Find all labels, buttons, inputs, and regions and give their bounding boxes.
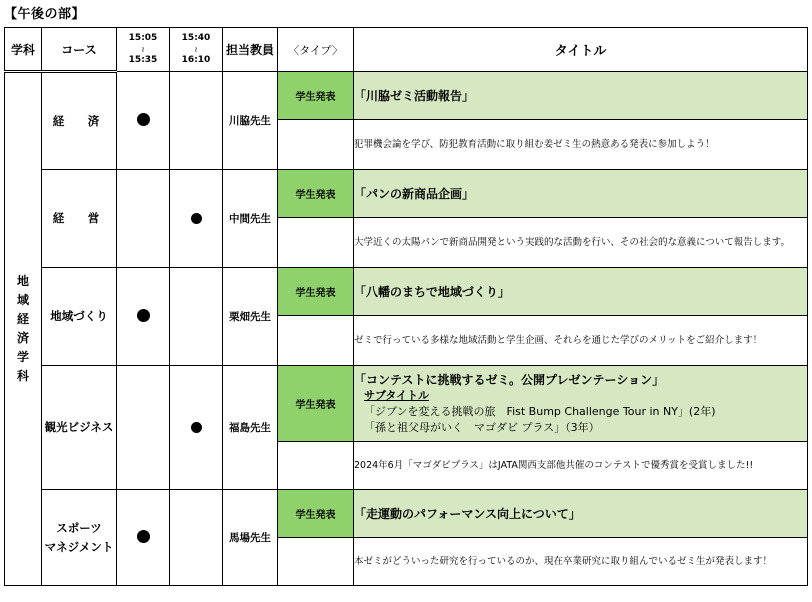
slot2-mark — [170, 170, 223, 268]
dot-icon — [191, 213, 202, 224]
slot1-mark — [117, 268, 170, 366]
type-blank — [278, 218, 354, 268]
subtitle-label: サブタイトル — [364, 388, 430, 402]
slot1-end: 15:35 — [128, 55, 158, 65]
header-type: 〈タイプ〉 — [278, 28, 354, 72]
desc-cell: 2024年6月「マゴダビプラス」はJATA関西支部他共催のコンテストで優秀賞を受賞しました!! — [354, 442, 808, 490]
slot1-mark — [117, 490, 170, 586]
slot2-mark — [170, 268, 223, 366]
table-row — [5, 170, 808, 218]
teacher: 福島先生 — [223, 366, 278, 490]
type-blank — [278, 120, 354, 170]
title-cell: 「八幡のまちで地域づくり」 — [354, 268, 808, 316]
course-keizai: 経 済 — [42, 72, 117, 170]
slot1-mark — [117, 72, 170, 170]
course-sports — [42, 490, 117, 586]
slot1-start: 15:05 — [128, 33, 158, 43]
teacher: 川脇先生 — [223, 72, 278, 170]
dot-icon — [191, 422, 202, 433]
section-title: 【午後の部】 — [4, 7, 86, 22]
slot2-mark — [170, 72, 223, 170]
header-slot2 — [170, 28, 223, 72]
subtitle-line: 「ジブンを変える挑戦の旅 Fist Bump Challenge Tour in NY」(2年) — [364, 404, 716, 418]
header-course: コース — [42, 28, 117, 72]
slot2-mark — [170, 490, 223, 586]
type-blank — [278, 442, 354, 490]
desc-cell: 犯罪機会論を学び、防犯教育活動に取り組む姜ゼミ生の熱意ある発表に参加しよう！ — [354, 120, 808, 170]
slot2-start: 15:40 — [181, 33, 211, 43]
type-blank — [278, 538, 354, 586]
title-cell: 「走運動のパフォーマンス向上について」 — [354, 490, 808, 538]
slot1-mark — [117, 170, 170, 268]
title-cell — [354, 366, 808, 442]
table-row — [5, 268, 808, 316]
title-cell: 「パンの新商品企画」 — [354, 170, 808, 218]
subtitle-line: 「孫と祖父母がいく マゴダビ プラス」（3年） — [364, 420, 600, 434]
desc-cell: 大学近くの太陽パンで新商品開発という実践的な活動を行い、その社会的な意義について報告します。 — [354, 218, 808, 268]
type-badge: 学生発表 — [278, 490, 354, 538]
type-badge: 学生発表 — [278, 170, 354, 218]
table-row — [5, 72, 808, 120]
dept-char: 経 — [16, 312, 29, 326]
type-badge: 学生発表 — [278, 72, 354, 120]
slot2-end: 16:10 — [181, 55, 211, 65]
desc-cell: ゼミで行っている多様な地域活動と学生企画、それらを通じた学びのメリットをご紹介します！ — [354, 316, 808, 366]
type-badge: 学生発表 — [278, 268, 354, 316]
teacher: 栗畑先生 — [223, 268, 278, 366]
header-title: タイトル — [354, 28, 808, 72]
header-teacher: 担当教員 — [223, 28, 278, 72]
desc-cell: 本ゼミがどういった研究を行っているのか、現在卒業研究に取り組んでいるゼミ生が発表します！ — [354, 538, 808, 586]
dept-char: 地 — [16, 274, 29, 288]
type-badge: 学生発表 — [278, 366, 354, 442]
slot1-mark — [117, 366, 170, 490]
course-chiikizukuri: 地域づくり — [42, 268, 117, 366]
header-slot1 — [117, 28, 170, 72]
header-dept: 学科 — [5, 28, 42, 72]
slot2-sep: ≀ — [194, 45, 198, 54]
title-main: 「コンテストに挑戦するゼミ。公開プレゼンテーション」 — [354, 372, 665, 387]
dept-char: 域 — [16, 293, 29, 307]
course-line: マネジメント — [44, 539, 114, 554]
course-keiei: 経 営 — [42, 170, 117, 268]
schedule-table — [4, 27, 808, 586]
dot-icon — [137, 530, 150, 543]
course-kanko: 観光ビジネス — [42, 366, 117, 490]
course-line: スポーツ — [56, 520, 102, 535]
table-row — [5, 366, 808, 442]
dot-icon — [137, 113, 150, 126]
header-row — [5, 28, 808, 72]
dept-cell — [5, 72, 42, 586]
dot-icon — [137, 309, 150, 322]
dept-char: 学 — [16, 350, 29, 364]
slot2-mark — [170, 366, 223, 490]
dept-char: 済 — [16, 331, 29, 345]
teacher: 中間先生 — [223, 170, 278, 268]
title-cell: 「川脇ゼミ活動報告」 — [354, 72, 808, 120]
dept-char: 科 — [16, 369, 29, 383]
type-blank — [278, 316, 354, 366]
table-row — [5, 490, 808, 538]
teacher: 馬場先生 — [223, 490, 278, 586]
slot1-sep: ≀ — [141, 45, 145, 54]
